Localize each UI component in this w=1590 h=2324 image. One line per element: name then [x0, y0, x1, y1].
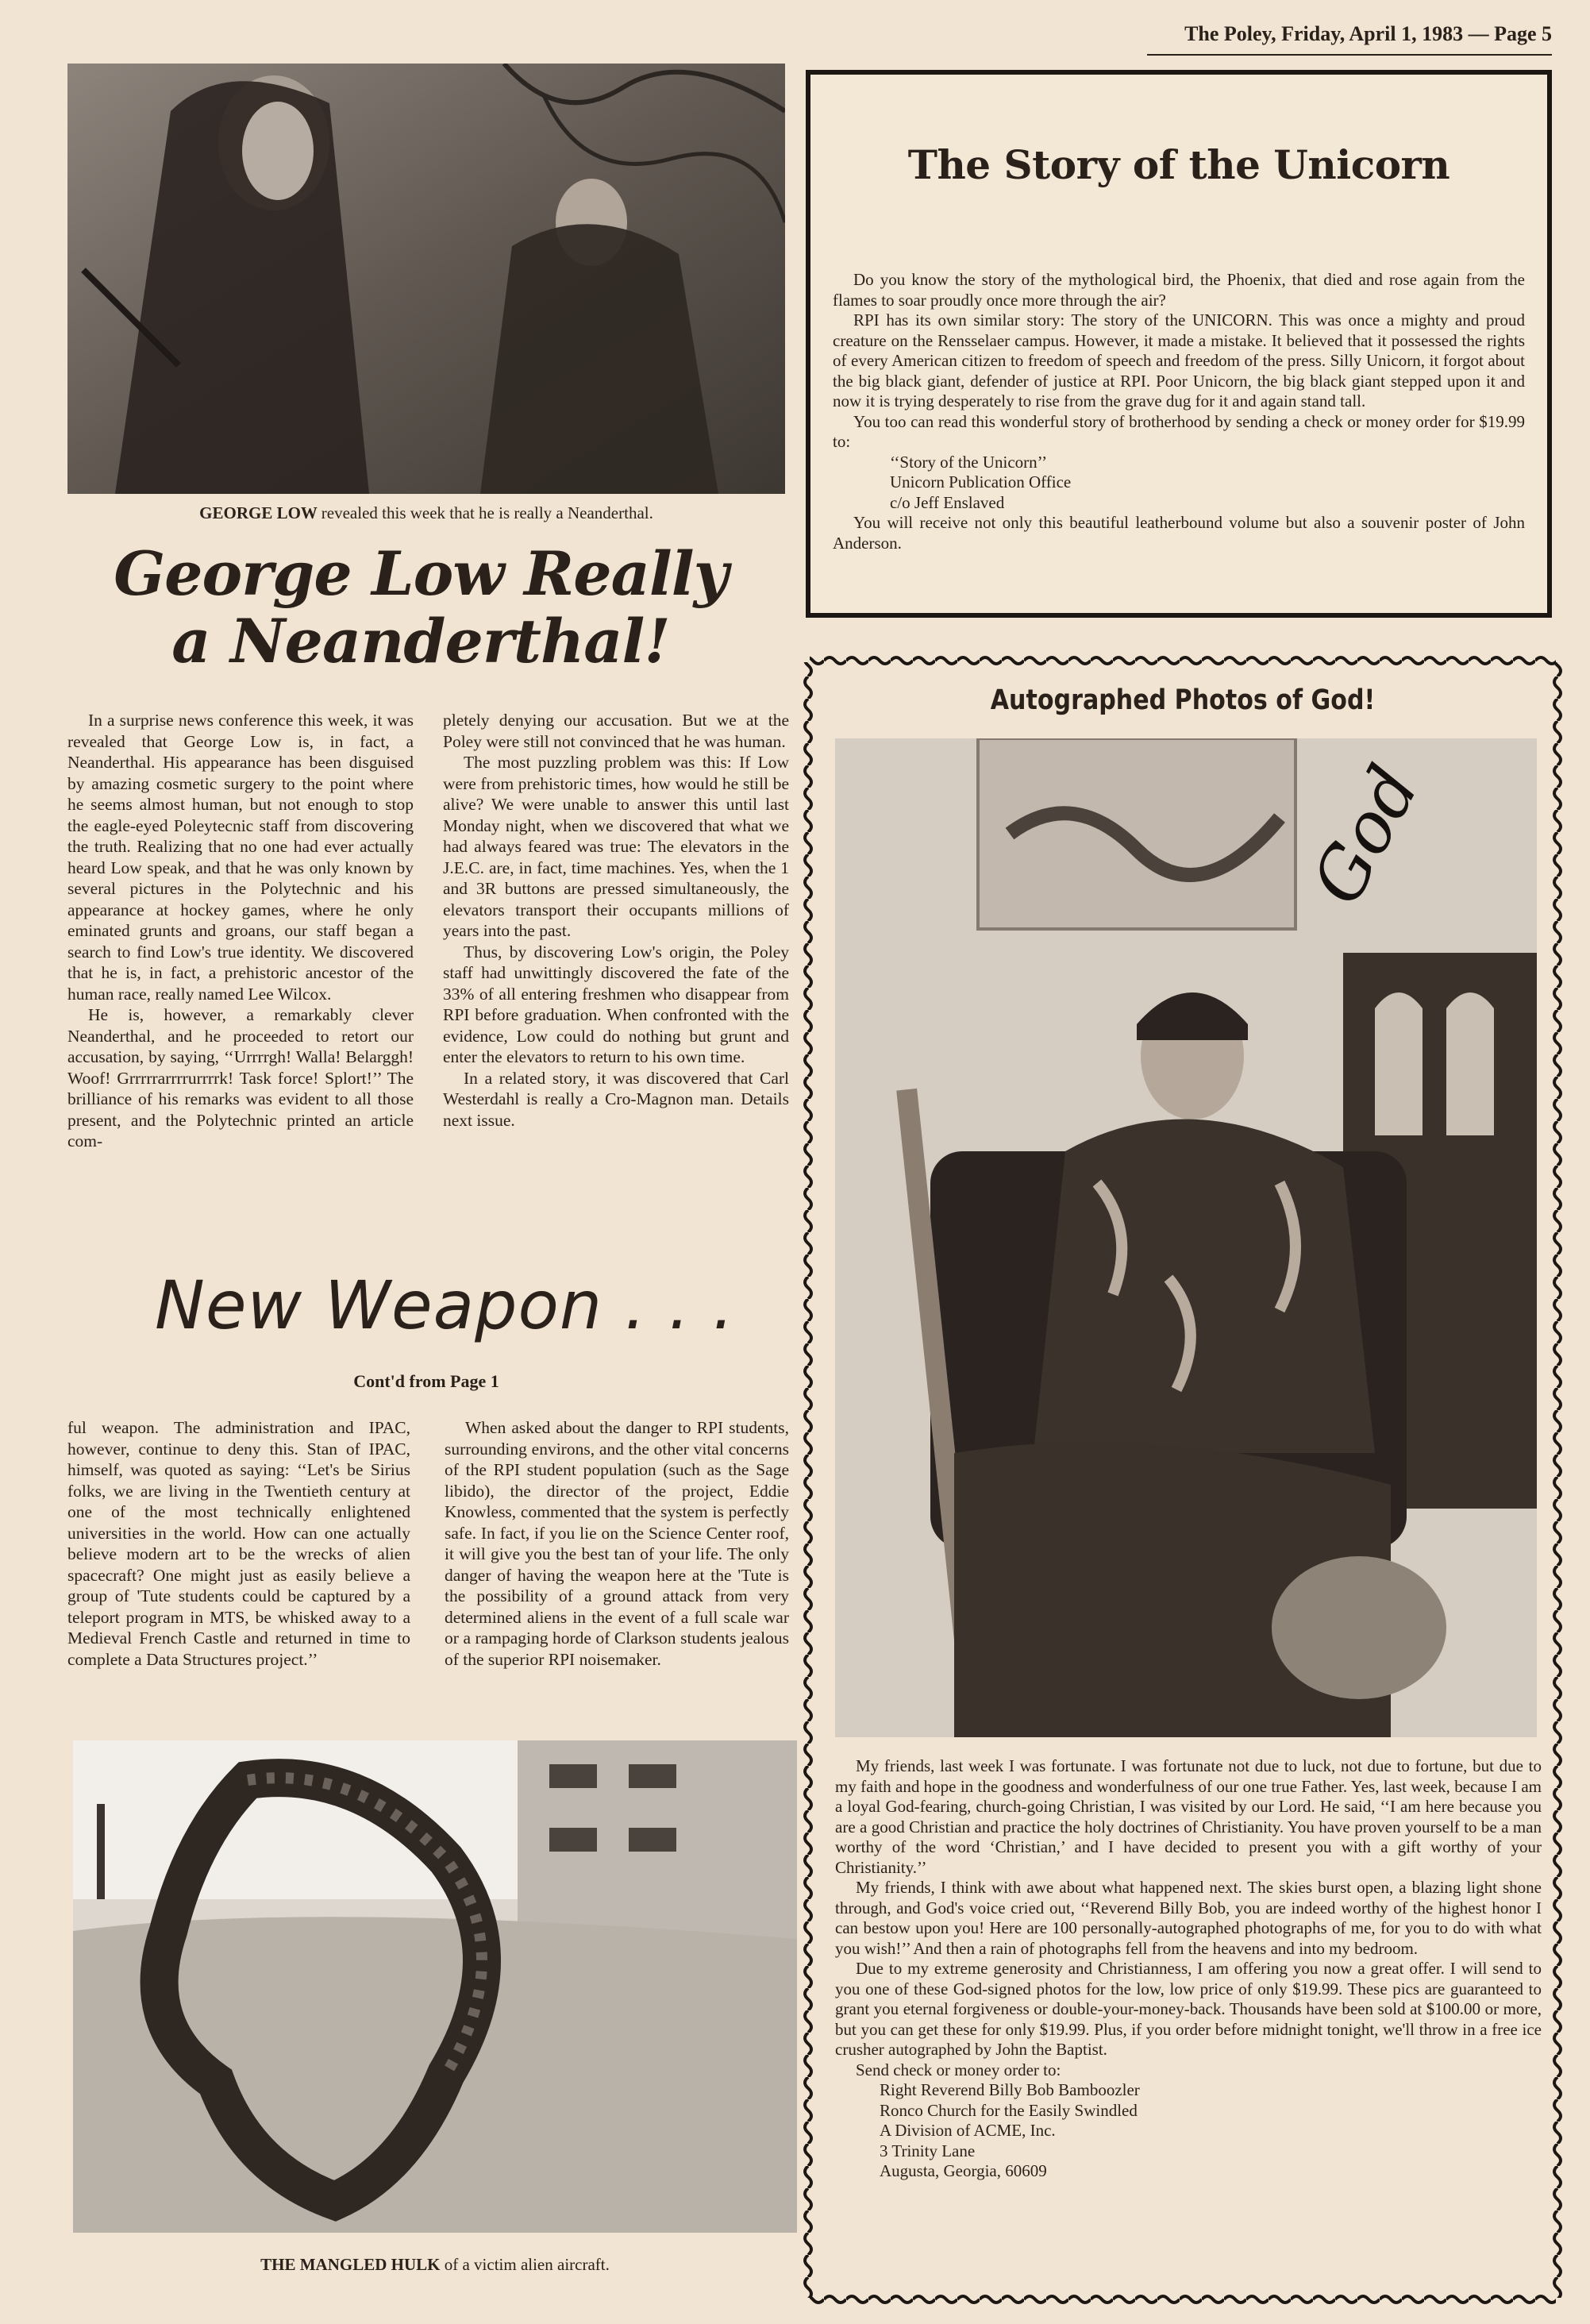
weapon-column-1 [67, 1417, 410, 1670]
unicorn-title: The Story of the Unicorn [907, 141, 1450, 188]
address-line: Augusta, Georgia, 60609 [880, 2161, 1047, 2180]
neanderthal-photo [67, 64, 785, 494]
weapon-column-2 [445, 1417, 789, 1670]
paragraph: My friends, I think with awe about what happened next. The skies burst open, a blazing light shone through, and God's voice cried out, ‘‘Reverend Billy Bob, you are indeed worthy of the highest honor I can bestow upon you! Here are 100 personally-autographed photographs of me, for you to do with what you wish!’’ And then a rain of photographs fell from the heavens and into my bedroom. [835, 1878, 1542, 1958]
sculpture-photo [73, 1740, 797, 2233]
neanderthal-column-1 [67, 710, 414, 1152]
paragraph: When asked about the danger to RPI students, surrounding environs, and the other vital concerns of the RPI student population (such as the Sage libido), the director of the project, Eddie Knowless, commented that the system is perfectly safe. In fact, if you lie on the Science Center roof, it will give you the best tan of your life. The only danger of having the weapon here at the 'Tute is the possibility of a ground attack from very determined aliens in the event of a full scale war or a rampaging horde of Clarkson students jealous of the superior RPI noisemaker. [445, 1418, 789, 1669]
neanderthal-headline [48, 540, 794, 675]
paragraph: My friends, last week I was fortunate. I was fortunate not due to luck, not due to fortune, but due to my faith and hope in the goodness and wonderfulness of our one true Father. Yes, last week, because I am a loyal God-fearing, church-going Christian, I was visited by our Lord. He said, ‘‘I am here because you are a good Christian and practice the holy doctrines of Christianity. You have proven yourself to be a man worthy of the word ‘Christian,’ and I have decided to present you with a gift worthy of your Christianity.’’ [835, 1756, 1542, 1877]
sculpture-caption [73, 2255, 797, 2275]
paragraph: RPI has its own similar story: The story of the UNICORN. This was once a mighty and proud creature on the Rensselaer campus. However, it made a mistake. It believed that it possessed the rights of every American citizen to freedom of speech and freedom of the press. Silly Unicorn, it forgot about the big black giant, defender of justice at RPI. Poor Unicorn, the big black giant stepped upon it and now it is trying desperately to rise from the grave dug for it and again stand tall. [833, 310, 1525, 410]
unicorn-body [833, 270, 1525, 553]
paragraph: You too can read this wonderful story of brotherhood by sending a check or money order for $19.99 to: [833, 411, 1525, 451]
caption-bold: THE MANGLED HULK [260, 2255, 441, 2274]
paragraph: The most puzzling problem was this: If Low were from prehistoric times, how would he still be alive? We were unable to answer this until last Monday night, when we discovered that what we had always feared was true: The elevators in the J.E.C. are, in fact, time machines. Yes, when the 1 and 3R buttons are pressed simultaneously, the elevators transport their occupants millions of years into the past. [443, 753, 789, 940]
caption-text: revealed this week that he is really a Neanderthal. [321, 503, 653, 522]
paragraph: Do you know the story of the mythological bird, the Phoenix, that died and rose again from the flames to soar proudly once more through the air? [833, 270, 1525, 310]
paragraph: Due to my extreme generosity and Christianness, I am offering you now a great offer. I will send to you one of these God-signed photos for the low, low price of only $19.99. These pics are guaranteed to grant you eternal forgiveness or double-your-money-back. Thousands have been sold at $100.00 or more, but you can get these for only $19.99. Plus, if you order before midnight tonight, we'll throw in a free ice crusher autographed by John the Baptist. [835, 1959, 1542, 2059]
weapon-contd: Cont'd from Page 1 [353, 1371, 499, 1391]
paragraph: In a surprise news conference this week, it was revealed that George Low is, in fact, a Neanderthal. His appearance has been disguised by amazing cosmetic surgery to the point where he seems almost human, but not enough to stop the eagle-eyed Poleytecnic staff from discovering the truth. Realizing that no one had ever actually heard Low speak, and that he was only known by several pictures in the Polytechnic and his appearance at hockey games, where he only eminated grunts and groans, our staff began a search to find Low's true identity. We discovered that he is, in fact, a prehistoric ancestor of the human race, really named Lee Wilcox. [67, 711, 414, 1004]
god-title: Autographed Photos of God! [990, 684, 1376, 716]
god-body [835, 1756, 1542, 2182]
masthead: The Poley, Friday, April 1, 1983 — Page 5 [1184, 22, 1552, 45]
neanderthal-column-2 [443, 710, 789, 1131]
paragraph: pletely denying our accusation. But we at the Poley were still not convinced that he was human. [443, 711, 789, 751]
god-signature: God [1295, 753, 1435, 917]
caption-bold: GEORGE LOW [199, 503, 318, 522]
paragraph: Thus, by discovering Low's origin, the Poley staff had unwittingly discovered the fate of the 33% of all entering freshmen who disappear from RPI before graduation. When confronted with the evidence, Low could do nothing but grunt and enter the elevators to return to his own time. [443, 942, 789, 1066]
paragraph: You will receive not only this beautiful leatherbound volume but also a souvenir poster of John Anderson. [833, 513, 1525, 553]
caption-text: of a victim alien aircraft. [444, 2255, 610, 2274]
address-line: c/o Jeff Enslaved [890, 492, 1005, 512]
address-line: Unicorn Publication Office [890, 472, 1072, 491]
masthead-rule [1147, 54, 1552, 56]
unicorn-box [806, 70, 1552, 618]
address-line: Right Reverend Billy Bob Bamboozler [880, 2080, 1140, 2099]
paragraph: ful weapon. The administration and IPAC, however, continue to deny this. Stan of IPAC, himself, was quoted as saying: ‘‘Let's be Sirius folks, we are living in the Twentieth century at one of the most technically enlightened universities in the world. How can one actually believe modern art to be the wrecks of alien spacecraft? One might just as easily believe a group of 'Tute students could be captured by a teleport program in MTS, be whisked away to a Medieval French Castle and returned in time to complete a Data Structures project.’’ [67, 1418, 410, 1669]
god-photo [835, 738, 1537, 1737]
headline-line-2: a Neanderthal! [171, 606, 670, 677]
address-line: Ronco Church for the Easily Swindled [880, 2100, 1138, 2120]
headline-line-1: George Low Really [114, 538, 728, 609]
paragraph: He is, however, a remarkably clever Neanderthal, and he proceeded to retort our accusation, by saying, ‘‘Urrrrgh! Walla! Belarggh! Woof! Grrrrrarrrrurrrrk! Task force! Splort!’’ The brilliance of his remarks was evident to all those present, and the Polytechnic printed an article com- [67, 1005, 414, 1150]
paragraph: In a related story, it was discovered that Carl Westerdahl is really a Cro-Magnon man. Details next issue. [443, 1068, 789, 1130]
address-line: A Division of ACME, Inc. [880, 2121, 1056, 2140]
address-line: 3 Trinity Lane [880, 2141, 976, 2160]
neanderthal-caption [67, 503, 785, 523]
paragraph: Send check or money order to: [856, 2060, 1061, 2079]
address-line: ‘‘Story of the Unicorn’’ [890, 452, 1048, 472]
weapon-headline: New Weapon . . . [155, 1266, 735, 1344]
